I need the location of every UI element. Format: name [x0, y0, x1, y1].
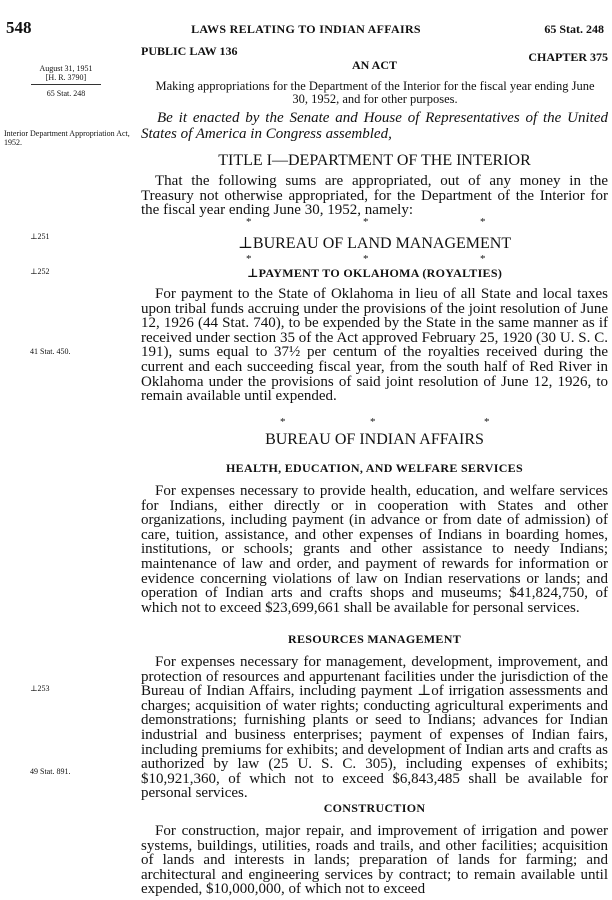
chapter-number: CHAPTER 375	[528, 50, 608, 64]
intro-paragraph: That the following sums are appropriated, out of any money in the Treasury not otherwise appropriated, for the Department of the Interior for the fiscal year ending June 30, 1952, namely:	[141, 173, 608, 219]
margin-note-251: ⊥251	[30, 232, 50, 241]
an-act-label: AN ACT	[351, 58, 397, 72]
law-heading	[141, 44, 608, 74]
hew-paragraph: For expenses necessary to provide health, education, and welfare services for Indians, either directly or in cooperation with States and other organizations, including payment (in advance or from date of admission) of care, tuition, assistance, and other expenses of Indians in boarding homes, institutions, or schools; grants and other assistance to needy Indians; maintenance of law and order, and payment of rewards for information or evidence concerning violations of law on Indian reservations or lands; and operation of Indian arts and crafts shops and museums; $41,824,750, of which not to exceed $23,699,661 shall be available for personal services.	[141, 483, 608, 616]
bia-heading: BUREAU OF INDIAN AFFAIRS	[265, 431, 484, 448]
margin-stat: 65 Stat. 248	[46, 89, 86, 98]
star: *	[480, 253, 486, 265]
star: *	[484, 416, 490, 428]
star: *	[280, 416, 286, 428]
page-number: 548	[6, 18, 32, 37]
statute-reference: 65 Stat. 248	[544, 22, 604, 36]
hew-heading: HEALTH, EDUCATION, AND WELFARE SERVICES	[226, 461, 523, 475]
resources-paragraph: For expenses necessary for management, development, improvement, and protection of resources and appurtenant facilities under the jurisdiction of the Bureau of Indian Affairs, including payment ⊥of irrigation assessments and charges; acquisition of water rights; conducting agricultural experiments and demonstrations; furnishing plants or seed to Indians; advances for Indian industrial and business enterprises; payment of expenses of Indian fairs, including premiums for exhibits; and development of Indian arts and crafts as authorized by law (25 U. S. C. 305), including expenses of exhibits; $10,921,360, of which not to exceed $6,843,485 shall be available for personal services.	[141, 654, 608, 802]
enacting-clause: Be it enacted by the Senate and House of Representatives of the United States of America in Congress assembled,	[141, 110, 608, 142]
oklahoma-heading: ⊥PAYMENT TO OKLAHOMA (ROYALTIES)	[246, 266, 503, 280]
margin-bill: [H. R. 3790]	[45, 73, 87, 82]
construction-paragraph: For construction, major repair, and improvement of irrigation and power systems, buildings, utilities, roads and trails, and other facilities; acquisition of lands and interests in lands; preparation of lands for farming; and architectural and engineering services by contract; to remain available until expended, $10,000,000, of which not to exceed	[141, 823, 608, 898]
margin-note-252: ⊥252	[30, 267, 50, 276]
star: *	[246, 216, 252, 228]
public-law-number: PUBLIC LAW 136	[141, 44, 238, 58]
blm-heading: ⊥BUREAU OF LAND MANAGEMENT	[237, 235, 512, 252]
margin-note-253: ⊥253	[30, 684, 50, 693]
star: *	[370, 416, 376, 428]
star: *	[363, 253, 369, 265]
margin-date: August 31, 1951	[39, 64, 93, 73]
star: *	[363, 216, 369, 228]
margin-note-41-stat: 41 Stat. 450.	[30, 347, 71, 356]
construction-heading: CONSTRUCTION	[323, 801, 426, 815]
resources-heading: RESOURCES MANAGEMENT	[287, 632, 461, 646]
act-purpose: Making appropriations for the Department of the Interior for the fiscal year ending June 30, 1952, and for other purposes.	[155, 79, 595, 106]
oklahoma-paragraph: For payment to the State of Oklahoma in lieu of all State and local taxes upon tribal funds accruing under the provisions of the joint resolution of June 12, 1926 (44 Stat. 740), to be expended by the State in the same manner as if received under section 35 of the Act approved February 25, 1920 (30 U. S. C. 191), sums equal to 37½ per centum of the royalties received during the current and each succeeding fiscal year, from the south half of Red River in Oklahoma under the provisions of said joint resolution of June 12, 1926, to remain available until expended.	[141, 286, 608, 405]
margin-date-block	[4, 64, 128, 98]
title-heading: TITLE I—DEPARTMENT OF THE INTERIOR	[218, 152, 531, 169]
running-head	[0, 18, 612, 40]
margin-note-49-stat: 49 Stat. 891.	[30, 767, 71, 776]
star: *	[480, 216, 486, 228]
star: *	[246, 253, 252, 265]
ellipsis-stars	[141, 416, 608, 428]
ellipsis-stars	[141, 216, 608, 228]
running-title: LAWS RELATING TO INDIAN AFFAIRS	[191, 22, 421, 36]
ellipsis-stars	[141, 253, 608, 265]
margin-rule	[31, 84, 101, 85]
margin-dept-act: Interior Department Appropriation Act, 1952.	[4, 129, 130, 147]
